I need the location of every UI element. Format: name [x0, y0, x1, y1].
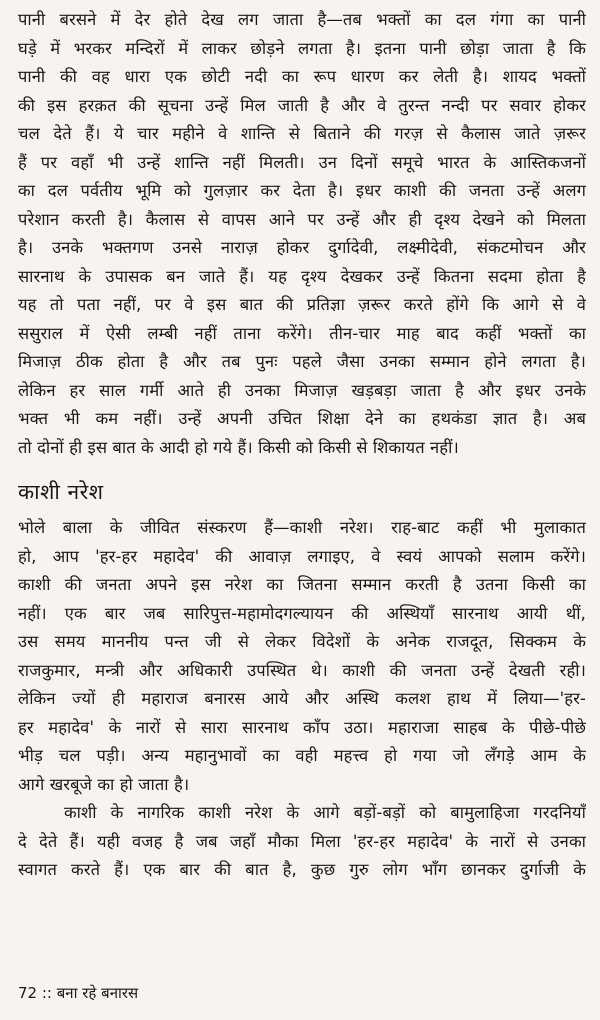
- text-line: हर महादेव' के नारों से सारा सारनाथ काँप उठा। महाराजा साहब के पीछे-पीछे: [18, 717, 586, 737]
- text-line: काशी के नागरिक काशी नरेश के आगे बड़ों-बड़ों को बामुलाहिजा गरदनियाँ: [64, 803, 586, 822]
- text-line: परेशान करती है। कैलास से वापस आने पर उन्हें और ही दृश्य देखने को मिलता: [18, 209, 586, 229]
- page-footer: 72 :: बना रहे बनारस: [18, 984, 139, 1002]
- text-line: स्वागत करते हैं। एक बार की बात है, कुछ गुरु लोग भाँग छानकर दुर्गाजी के: [18, 860, 586, 879]
- text-line: लेकिन ज्यों ही महाराज बनारस आये और अस्थि कलश हाथ में लिया—'हर-: [18, 689, 586, 708]
- paragraph: [18, 6, 586, 462]
- text-line: घड़े में भरकर मन्दिरों में लाकर छोड़ने लगता है। इतना पानी छोड़ा जाता है कि: [18, 38, 586, 58]
- text-line: पानी बरसने में देर होते देख लग जाता है—तब भक्तों का दल गंगा का पानी: [18, 10, 586, 29]
- text-line: तो दोनों ही इस बात के आदी हो गये हैं। किसी को किसी से शिकायत नहीं।: [18, 437, 459, 457]
- text-line: हैं पर वहाँ भी उन्हें शान्ति नहीं मिलती। उन दिनों समूचे भारत के आस्तिकजनों: [18, 152, 586, 172]
- text-line: हो, आप 'हर-हर महादेव' की आवाज़ लगाइए, वे स्वयं आपको सलाम करेंगे।: [18, 546, 586, 566]
- text-line: ससुराल में ऐसी लम्बी नहीं ताना करेंगे। तीन-चार माह बाद कहीं भक्तों का: [18, 323, 586, 343]
- paragraph: [18, 514, 586, 799]
- text-line: मिजाज़ ठीक होता है और तब पुनः पहले जैसा उनका सम्मान होने लगता है।: [18, 352, 586, 371]
- paragraph: [18, 799, 586, 885]
- text-line: राजकुमार, मन्त्री और अधिकारी उपस्थित थे। काशी की जनता उन्हें देखती रही।: [18, 660, 586, 680]
- text-line: पानी की वह धारा एक छोटी नदी का रूप धारण कर लेती है। शायद भक्तों: [18, 67, 586, 86]
- text-line: उस समय माननीय पन्त जी से लेकर विदेशों के अनेक राजदूत, सिक्कम के: [18, 632, 586, 651]
- text-line: भोले बाला के जीवित संस्करण हैं—काशी नरेश। राह-बाट कहीं भी मुलाकात: [18, 518, 586, 537]
- text-line: भीड़ चल पड़ी। अन्य महानुभावों का वही महत्त्व हो गया जो लँगड़े आम के: [18, 746, 586, 765]
- text-line: की इस हरक़त की सूचना उन्हें मिल जाती है और वे तुरन्त नन्दी पर सवार होकर: [18, 95, 586, 115]
- text-line: काशी की जनता अपने इस नरेश का जितना सम्मान करती है उतना किसी का: [18, 575, 586, 594]
- text-line: का दल पर्वतीय भूमि को गुलज़ार कर देता है। इधर काशी की जनता उन्हें अलग: [18, 181, 586, 200]
- text-line: नहीं। एक बार जब सारिपुत्त-महामोदगल्यायन की अस्थियाँ सारनाथ आयी थीं,: [18, 603, 586, 623]
- text-line: लेकिन हर साल गर्मी आते ही उनका मिजाज़ खड़बड़ा जाता है और इधर उनके: [18, 380, 586, 400]
- text-line: भक्त भी कम नहीं। उन्हें अपनी उचित शिक्षा देने का हथकंडा ज्ञात है। अब: [18, 409, 586, 428]
- text-line: आगे खरबूजे का हो जाता है।: [18, 774, 190, 794]
- text-line: चल देते हैं। ये चार महीने वे शान्ति से बिताने की गरज़ से कैलास जाते ज़रूर: [18, 124, 586, 143]
- text-line: दे देते हैं। यही वजह है जब जहाँ मौका मिला 'हर-हर महादेव' के नारों से उनका: [18, 831, 586, 851]
- section-heading: काशी नरेश: [18, 480, 104, 504]
- text-line: सारनाथ के उपासक बन जाते हैं। यह दृश्य देखकर उन्हें कितना सदमा होता है: [18, 266, 586, 286]
- text-line: यह तो पता नहीं, पर वे इस बात की प्रतिज्ञा ज़रूर करते होंगे कि आगे से वे: [18, 295, 586, 314]
- text-line: है। उनके भक्तगण उनसे नाराज़ होकर दुर्गादेवी, लक्ष्मीदेवी, संकटमोचन और: [18, 238, 586, 257]
